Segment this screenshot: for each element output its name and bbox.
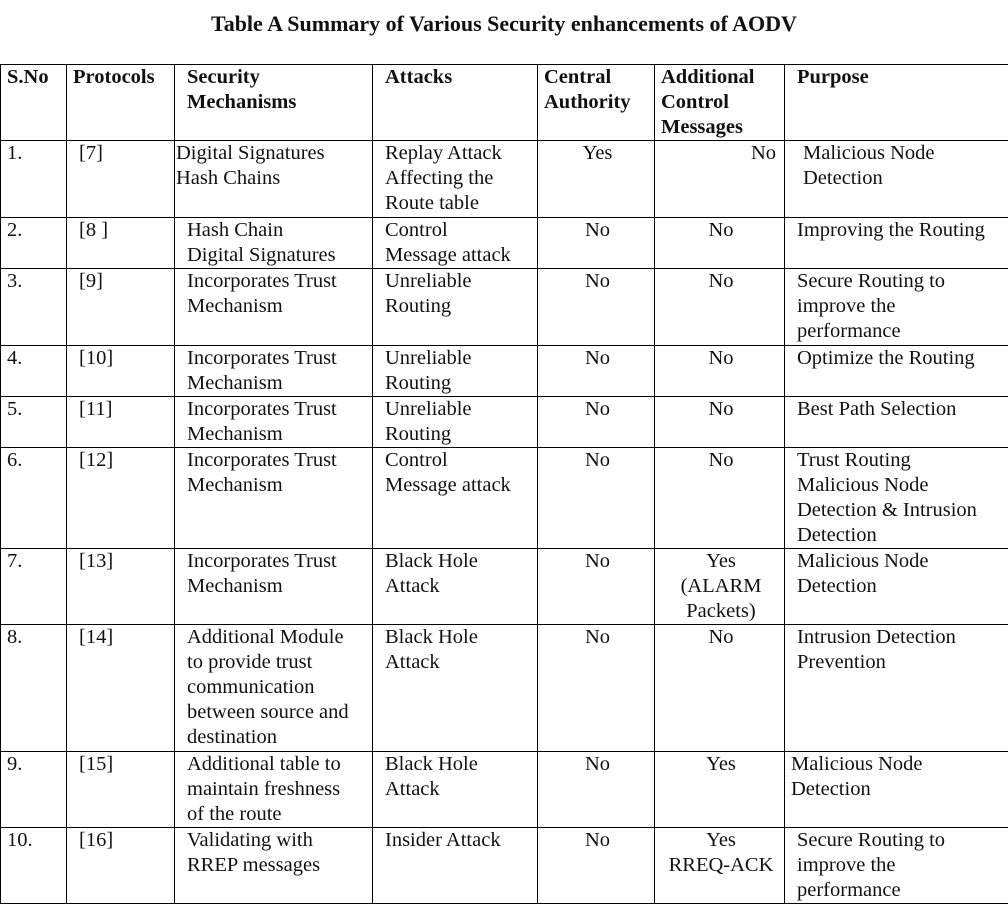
cell-additional: No: [655, 218, 785, 269]
table-title: Table A Summary of Various Security enhancements of AODV: [211, 11, 797, 36]
security-table: [0, 64, 1008, 904]
cell-purpose: Best Path Selection: [785, 397, 1008, 448]
cell-purpose: Optimize the Routing: [785, 346, 1008, 397]
table-row: [1, 625, 1008, 752]
table-row: [1, 397, 1008, 448]
cell-sno: 3.: [1, 269, 67, 346]
table-row: [1, 549, 1008, 625]
table-row: [1, 141, 1008, 218]
cell-additional: Yes: [655, 752, 785, 828]
cell-attack: Replay Attack Affecting the Route table: [373, 141, 538, 218]
cell-central: No: [538, 269, 655, 346]
header-row: [1, 65, 1008, 141]
cell-mechanism: Incorporates Trust Mechanism: [175, 448, 373, 549]
cell-sno: 5.: [1, 397, 67, 448]
cell-attack: Black Hole Attack: [373, 549, 538, 625]
cell-central: No: [538, 397, 655, 448]
cell-purpose: Trust Routing Malicious Node Detection & Intrusion Detection: [785, 448, 1008, 549]
cell-protocol: [11]: [67, 397, 175, 448]
table-row: [1, 218, 1008, 269]
cell-mechanism: Incorporates Trust Mechanism: [175, 269, 373, 346]
cell-additional: No: [655, 625, 785, 752]
cell-mechanism: Validating with RREP messages: [175, 828, 373, 904]
header-central-authority: Central Authority: [538, 65, 655, 141]
cell-additional: No: [655, 269, 785, 346]
cell-protocol: [7]: [67, 141, 175, 218]
cell-additional: No: [655, 141, 785, 218]
cell-central: No: [538, 752, 655, 828]
cell-central: No: [538, 828, 655, 904]
cell-protocol: [15]: [67, 752, 175, 828]
cell-mechanism: Additional table to maintain freshness of the route: [175, 752, 373, 828]
cell-protocol: [14]: [67, 625, 175, 752]
header-attacks: Attacks: [373, 65, 538, 141]
cell-mechanism: Additional Module to provide trust communication between source and destination: [175, 625, 373, 752]
cell-additional: No: [655, 448, 785, 549]
cell-mechanism: Digital Signatures Hash Chains: [175, 141, 373, 218]
table-row: [1, 269, 1008, 346]
cell-central: No: [538, 218, 655, 269]
cell-central: No: [538, 346, 655, 397]
cell-attack: Black Hole Attack: [373, 625, 538, 752]
table-row: [1, 448, 1008, 549]
cell-purpose: Secure Routing to improve the performance: [785, 269, 1008, 346]
cell-attack: Control Message attack: [373, 448, 538, 549]
cell-purpose: Malicious Node Detection: [785, 752, 1008, 828]
header-sno: S.No: [1, 65, 67, 141]
cell-central: No: [538, 448, 655, 549]
cell-protocol: [13]: [67, 549, 175, 625]
cell-protocol: [10]: [67, 346, 175, 397]
header-protocols: Protocols: [67, 65, 175, 141]
cell-central: No: [538, 625, 655, 752]
cell-attack: Unreliable Routing: [373, 269, 538, 346]
cell-mechanism: Incorporates Trust Mechanism: [175, 549, 373, 625]
table-row: [1, 752, 1008, 828]
cell-protocol: [9]: [67, 269, 175, 346]
cell-purpose: Malicious Node Detection: [785, 141, 1008, 218]
cell-additional: Yes RREQ-ACK: [655, 828, 785, 904]
cell-additional: No: [655, 397, 785, 448]
cell-mechanism: Incorporates Trust Mechanism: [175, 346, 373, 397]
cell-sno: 2.: [1, 218, 67, 269]
cell-attack: Black Hole Attack: [373, 752, 538, 828]
table-row: [1, 346, 1008, 397]
cell-purpose: Malicious Node Detection: [785, 549, 1008, 625]
cell-sno: 1.: [1, 141, 67, 218]
cell-mechanism: Incorporates Trust Mechanism: [175, 397, 373, 448]
cell-sno: 6.: [1, 448, 67, 549]
cell-additional: Yes (ALARM Packets): [655, 549, 785, 625]
cell-central: No: [538, 549, 655, 625]
cell-attack: Control Message attack: [373, 218, 538, 269]
cell-purpose: Secure Routing to improve the performance: [785, 828, 1008, 904]
table-row: [1, 828, 1008, 904]
cell-central: Yes: [538, 141, 655, 218]
cell-protocol: [16]: [67, 828, 175, 904]
cell-purpose: Intrusion Detection Prevention: [785, 625, 1008, 752]
cell-mechanism: Hash Chain Digital Signatures: [175, 218, 373, 269]
header-purpose: Purpose: [785, 65, 1008, 141]
cell-purpose: Improving the Routing: [785, 218, 1008, 269]
cell-sno: 4.: [1, 346, 67, 397]
cell-sno: 9.: [1, 752, 67, 828]
cell-sno: 10.: [1, 828, 67, 904]
cell-additional: No: [655, 346, 785, 397]
cell-attack: Unreliable Routing: [373, 397, 538, 448]
header-additional-messages: Additional Control Messages: [655, 65, 785, 141]
cell-sno: 7.: [1, 549, 67, 625]
header-mechanisms: Security Mechanisms: [175, 65, 373, 141]
cell-attack: Insider Attack: [373, 828, 538, 904]
cell-sno: 8.: [1, 625, 67, 752]
cell-protocol: [8 ]: [67, 218, 175, 269]
cell-protocol: [12]: [67, 448, 175, 549]
cell-attack: Unreliable Routing: [373, 346, 538, 397]
